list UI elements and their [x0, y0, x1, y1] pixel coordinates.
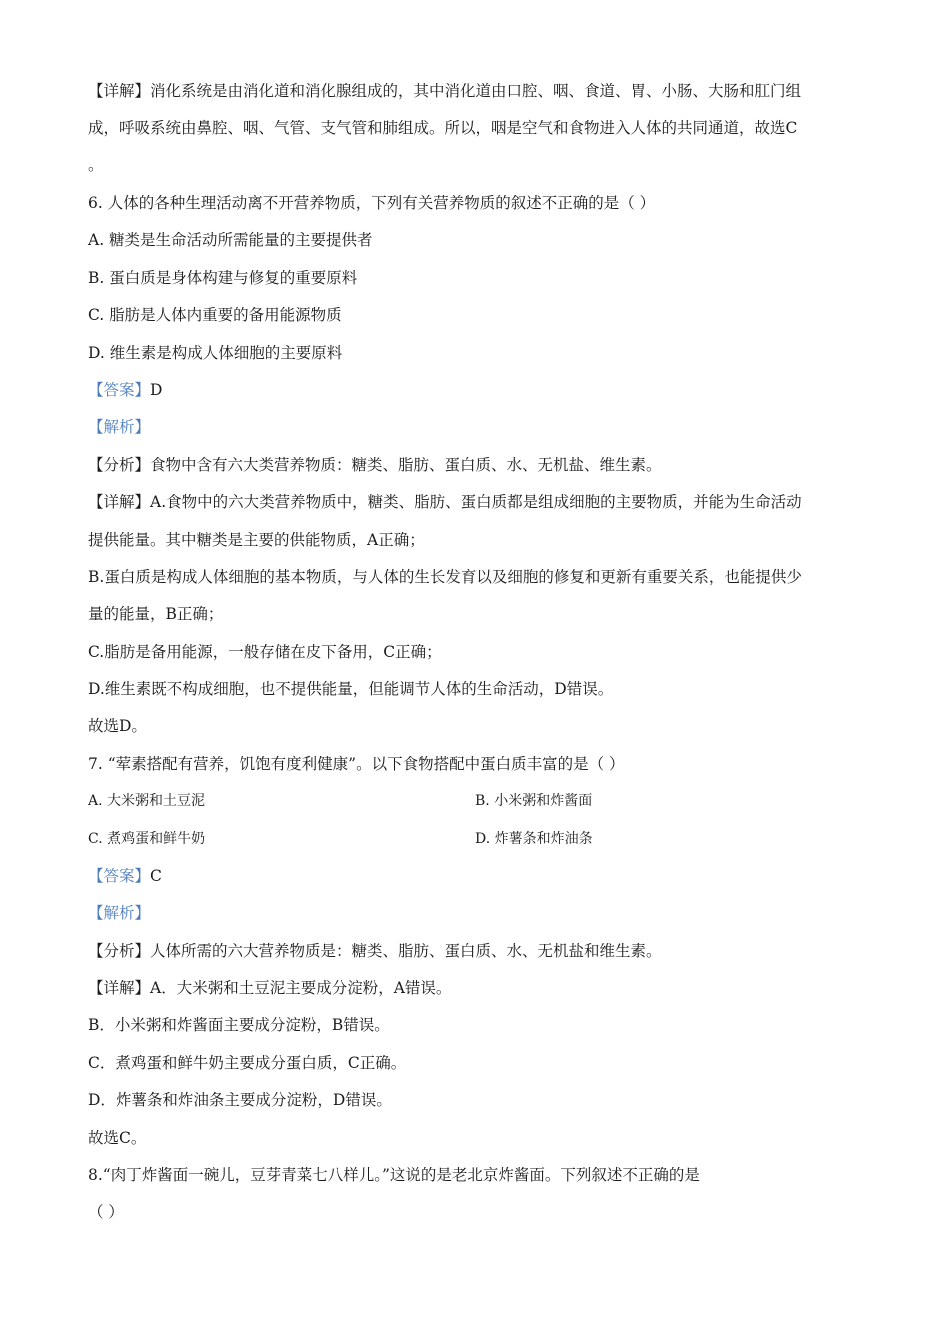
q7-detail-d: D．炸薯条和炸油条主要成分淀粉，D错误。	[88, 1091, 392, 1109]
q6-option-b: B. 蛋白质是身体构建与修复的重要原料	[88, 269, 358, 287]
q5-detail-line-3: 。	[88, 156, 104, 174]
q6-analysis-tag: 【解析】	[88, 418, 151, 436]
q7-answer	[88, 866, 162, 886]
q7-option-c: C. 煮鸡蛋和鲜牛奶	[88, 831, 206, 847]
q6-answer	[88, 380, 162, 400]
q6-option-d: D. 维生素是构成人体细胞的主要原料	[88, 344, 343, 362]
q7-analysis-tag: 【解析】	[88, 904, 151, 922]
q7-detail-b: B．小米粥和炸酱面主要成分淀粉，B错误。	[88, 1016, 390, 1034]
q6-answer-tag: 【答案】	[88, 381, 151, 399]
q7-answer-value: C	[150, 867, 162, 885]
q7-option-a: A. 大米粥和土豆泥	[88, 793, 206, 809]
q6-detail-b-line-1: B.蛋白质是构成人体细胞的基本物质，与人体的生长发育以及细胞的修复和更新有重要关系，也能提供少	[88, 568, 802, 586]
q7-detail-c: C．煮鸡蛋和鲜牛奶主要成分蛋白质，C正确。	[88, 1054, 407, 1072]
q6-detail-b-line-2: 量的能量，B正确；	[88, 605, 224, 623]
q5-detail-line-2: 成，呼吸系统由鼻腔、咽、气管、支气管和肺组成。所以，咽是空气和食物进入人体的共同通道，故选C	[88, 119, 798, 137]
q7-analysis: 【分析】人体所需的六大营养物质是：糖类、脂肪、蛋白质、水、无机盐和维生素。	[88, 942, 662, 960]
q8-question: 8.“肉丁炸酱面一碗儿，豆芽青菜七八样儿。”这说的是老北京炸酱面。下列叙述不正确的是	[88, 1166, 700, 1184]
q5-detail-line-1: 【详解】消化系统是由消化道和消化腺组成的，其中消化道由口腔、咽、食道、胃、小肠、大肠和肛门组	[88, 82, 802, 100]
q5-detail-tag: 【详解】	[88, 82, 151, 100]
q6-conclusion: 故选D。	[88, 717, 147, 735]
q7-question: 7. “荤素搭配有营养，饥饱有度利健康”。以下食物搭配中蛋白质丰富的是（ ）	[88, 755, 625, 773]
q6-detail-c: C.脂肪是备用能源，一般存储在皮下备用，C正确；	[88, 643, 442, 661]
q7-option-b: B. 小米粥和炸酱面	[475, 793, 593, 809]
q6-analysis: 【分析】食物中含有六大类营养物质：糖类、脂肪、蛋白质、水、无机盐、维生素。	[88, 456, 662, 474]
q6-question: 6. 人体的各种生理活动离不开营养物质，下列有关营养物质的叙述不正确的是（ ）	[88, 194, 656, 212]
q6-option-a: A. 糖类是生命活动所需能量的主要提供者	[88, 231, 373, 249]
q7-option-d: D. 炸薯条和炸油条	[475, 831, 593, 847]
q6-detail-d: D.维生素既不构成细胞，也不提供能量，但能调节人体的生命活动，D错误。	[88, 680, 614, 698]
q6-detail-a-line-1: 【详解】A.食物中的六大类营养物质中，糖类、脂肪、蛋白质都是组成细胞的主要物质，并能为生命活动	[88, 493, 802, 511]
q6-answer-value: D	[150, 381, 163, 399]
q7-answer-tag: 【答案】	[88, 867, 151, 885]
q7-detail-a: 【详解】A．大米粥和土豆泥主要成分淀粉，A错误。	[88, 979, 452, 997]
q6-option-c: C. 脂肪是人体内重要的备用能源物质	[88, 306, 342, 324]
q6-detail-a-line-2: 提供能量。其中糖类是主要的供能物质，A正确；	[88, 531, 425, 549]
q8-answer-bracket: （ ）	[88, 1203, 124, 1221]
q7-conclusion: 故选C。	[88, 1129, 147, 1147]
